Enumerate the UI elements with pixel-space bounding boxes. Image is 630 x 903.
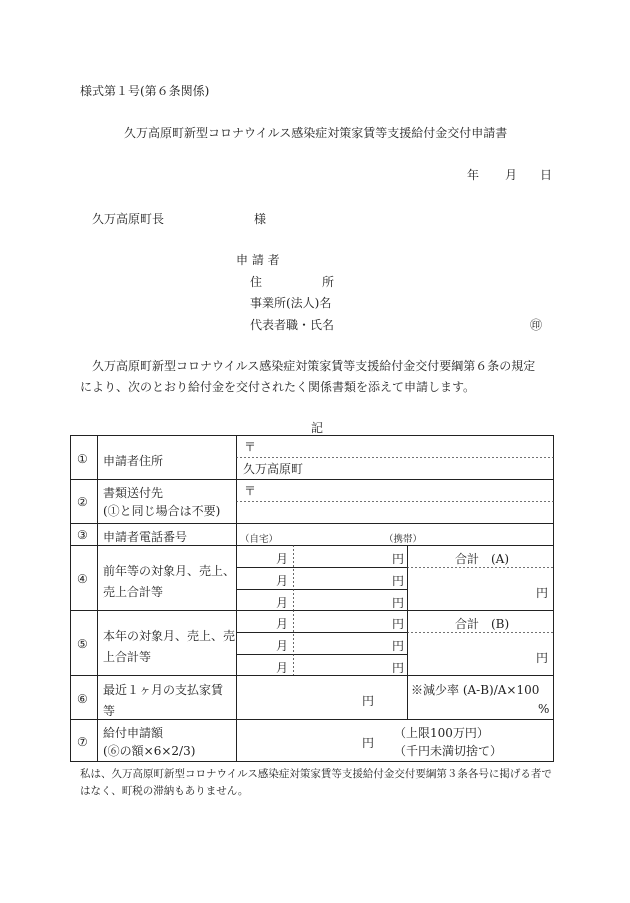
representative-label: 代表者職・氏名 xyxy=(250,318,335,332)
page-title: 久万高原町新型コロナウイルス感染症対策家賃等支援給付金交付申請書 xyxy=(124,126,508,140)
row4-yen-3: 円 xyxy=(392,596,405,610)
row4-yen-2: 円 xyxy=(392,574,405,588)
limit-note-1: （上限100万円） xyxy=(394,726,489,740)
row5-month-1: 月 xyxy=(276,617,289,631)
row6-yen: 円 xyxy=(362,694,375,708)
row5-yen-3: 円 xyxy=(392,661,405,675)
row5-month-3: 月 xyxy=(276,661,289,675)
body-line-1: 久万高原町新型コロナウイルス感染症対策家賃等支援給付金交付要綱第６条の規定 xyxy=(92,359,536,373)
row5-yen-1: 円 xyxy=(392,617,405,631)
row3-mobile-label: （携帯） xyxy=(384,534,423,545)
row7-yen: 円 xyxy=(362,736,375,750)
row7-number: ⑦ xyxy=(77,735,88,749)
applicant-heading: 申 請 者 xyxy=(236,253,280,267)
date-month-label: 月 xyxy=(505,168,518,182)
row6-label-1: 最近１ヶ月の支払家賃 xyxy=(103,683,224,697)
row2-number: ② xyxy=(77,495,88,509)
date-year-label: 年 xyxy=(467,168,480,182)
form-number: 様式第１号(第６条関係) xyxy=(80,84,210,98)
row1-number: ① xyxy=(77,452,88,466)
row5-yen-2: 円 xyxy=(392,639,405,653)
row3-number: ③ xyxy=(77,528,88,542)
row2-label-1: 書類送付先 xyxy=(103,486,164,500)
row4-total-label: 合計 (A) xyxy=(455,552,510,566)
row5-number: ⑤ xyxy=(77,637,88,651)
body-line-2: により、次のとおり給付金を交付されたく関係書類を添えて申請します。 xyxy=(80,380,476,394)
reduction-rate-label: ※減少率 (A-B)/A×100 xyxy=(411,683,540,697)
limit-note-2: （千円未満切捨て） xyxy=(394,744,503,758)
row4-label-2: 売上合計等 xyxy=(103,585,164,599)
row4-label-1: 前年等の対象月、売上、 xyxy=(103,564,236,578)
row3-label: 申請者電話番号 xyxy=(103,530,188,544)
address-label-2: 所 xyxy=(322,275,335,289)
row7-label-2: (⑥の額×6×2/3) xyxy=(103,744,196,758)
row5-total-label: 合計 (B) xyxy=(455,617,510,631)
declaration-note: 私は、久万高原町新型コロナウイルス感染症対策家賃等支援給付金交付要綱第３条各号に掲げる者ではなく、町税の滞納もありません。 xyxy=(80,768,552,797)
row4-yen-1: 円 xyxy=(392,552,405,566)
row4-month-1: 月 xyxy=(276,552,289,566)
row6-label-2: 等 xyxy=(103,704,116,718)
ki-label: 記 xyxy=(311,421,324,435)
row4-total-yen: 円 xyxy=(536,586,549,600)
row4-month-3: 月 xyxy=(276,596,289,610)
row1-label: 申請者住所 xyxy=(103,454,164,468)
row5-label-2: 上合計等 xyxy=(103,650,152,664)
row6-number: ⑥ xyxy=(77,692,88,706)
addressee-honorific: 様 xyxy=(254,212,267,226)
seal-mark: ㊞ xyxy=(530,318,543,332)
row1-town: 久万高原町 xyxy=(243,462,304,476)
row5-label-1: 本年の対象月、売上、売 xyxy=(103,629,236,643)
row3-home-label: （自宅） xyxy=(240,534,279,545)
row4-month-2: 月 xyxy=(276,574,289,588)
row7-label-1: 給付申請額 xyxy=(103,726,164,740)
date-day-label: 日 xyxy=(540,168,553,182)
row5-month-2: 月 xyxy=(276,639,289,653)
row2-postal-mark: 〒 xyxy=(244,484,257,498)
row1-postal-mark: 〒 xyxy=(244,440,257,454)
reduction-rate-percent: % xyxy=(538,702,550,716)
addressee-name: 久万高原町長 xyxy=(92,212,165,226)
address-label-1: 住 xyxy=(250,275,263,289)
row4-number: ④ xyxy=(77,572,88,586)
office-name-label: 事業所(法人)名 xyxy=(250,296,332,310)
row2-label-2: (①と同じ場合は不要) xyxy=(103,504,221,518)
row5-total-yen: 円 xyxy=(536,651,549,665)
